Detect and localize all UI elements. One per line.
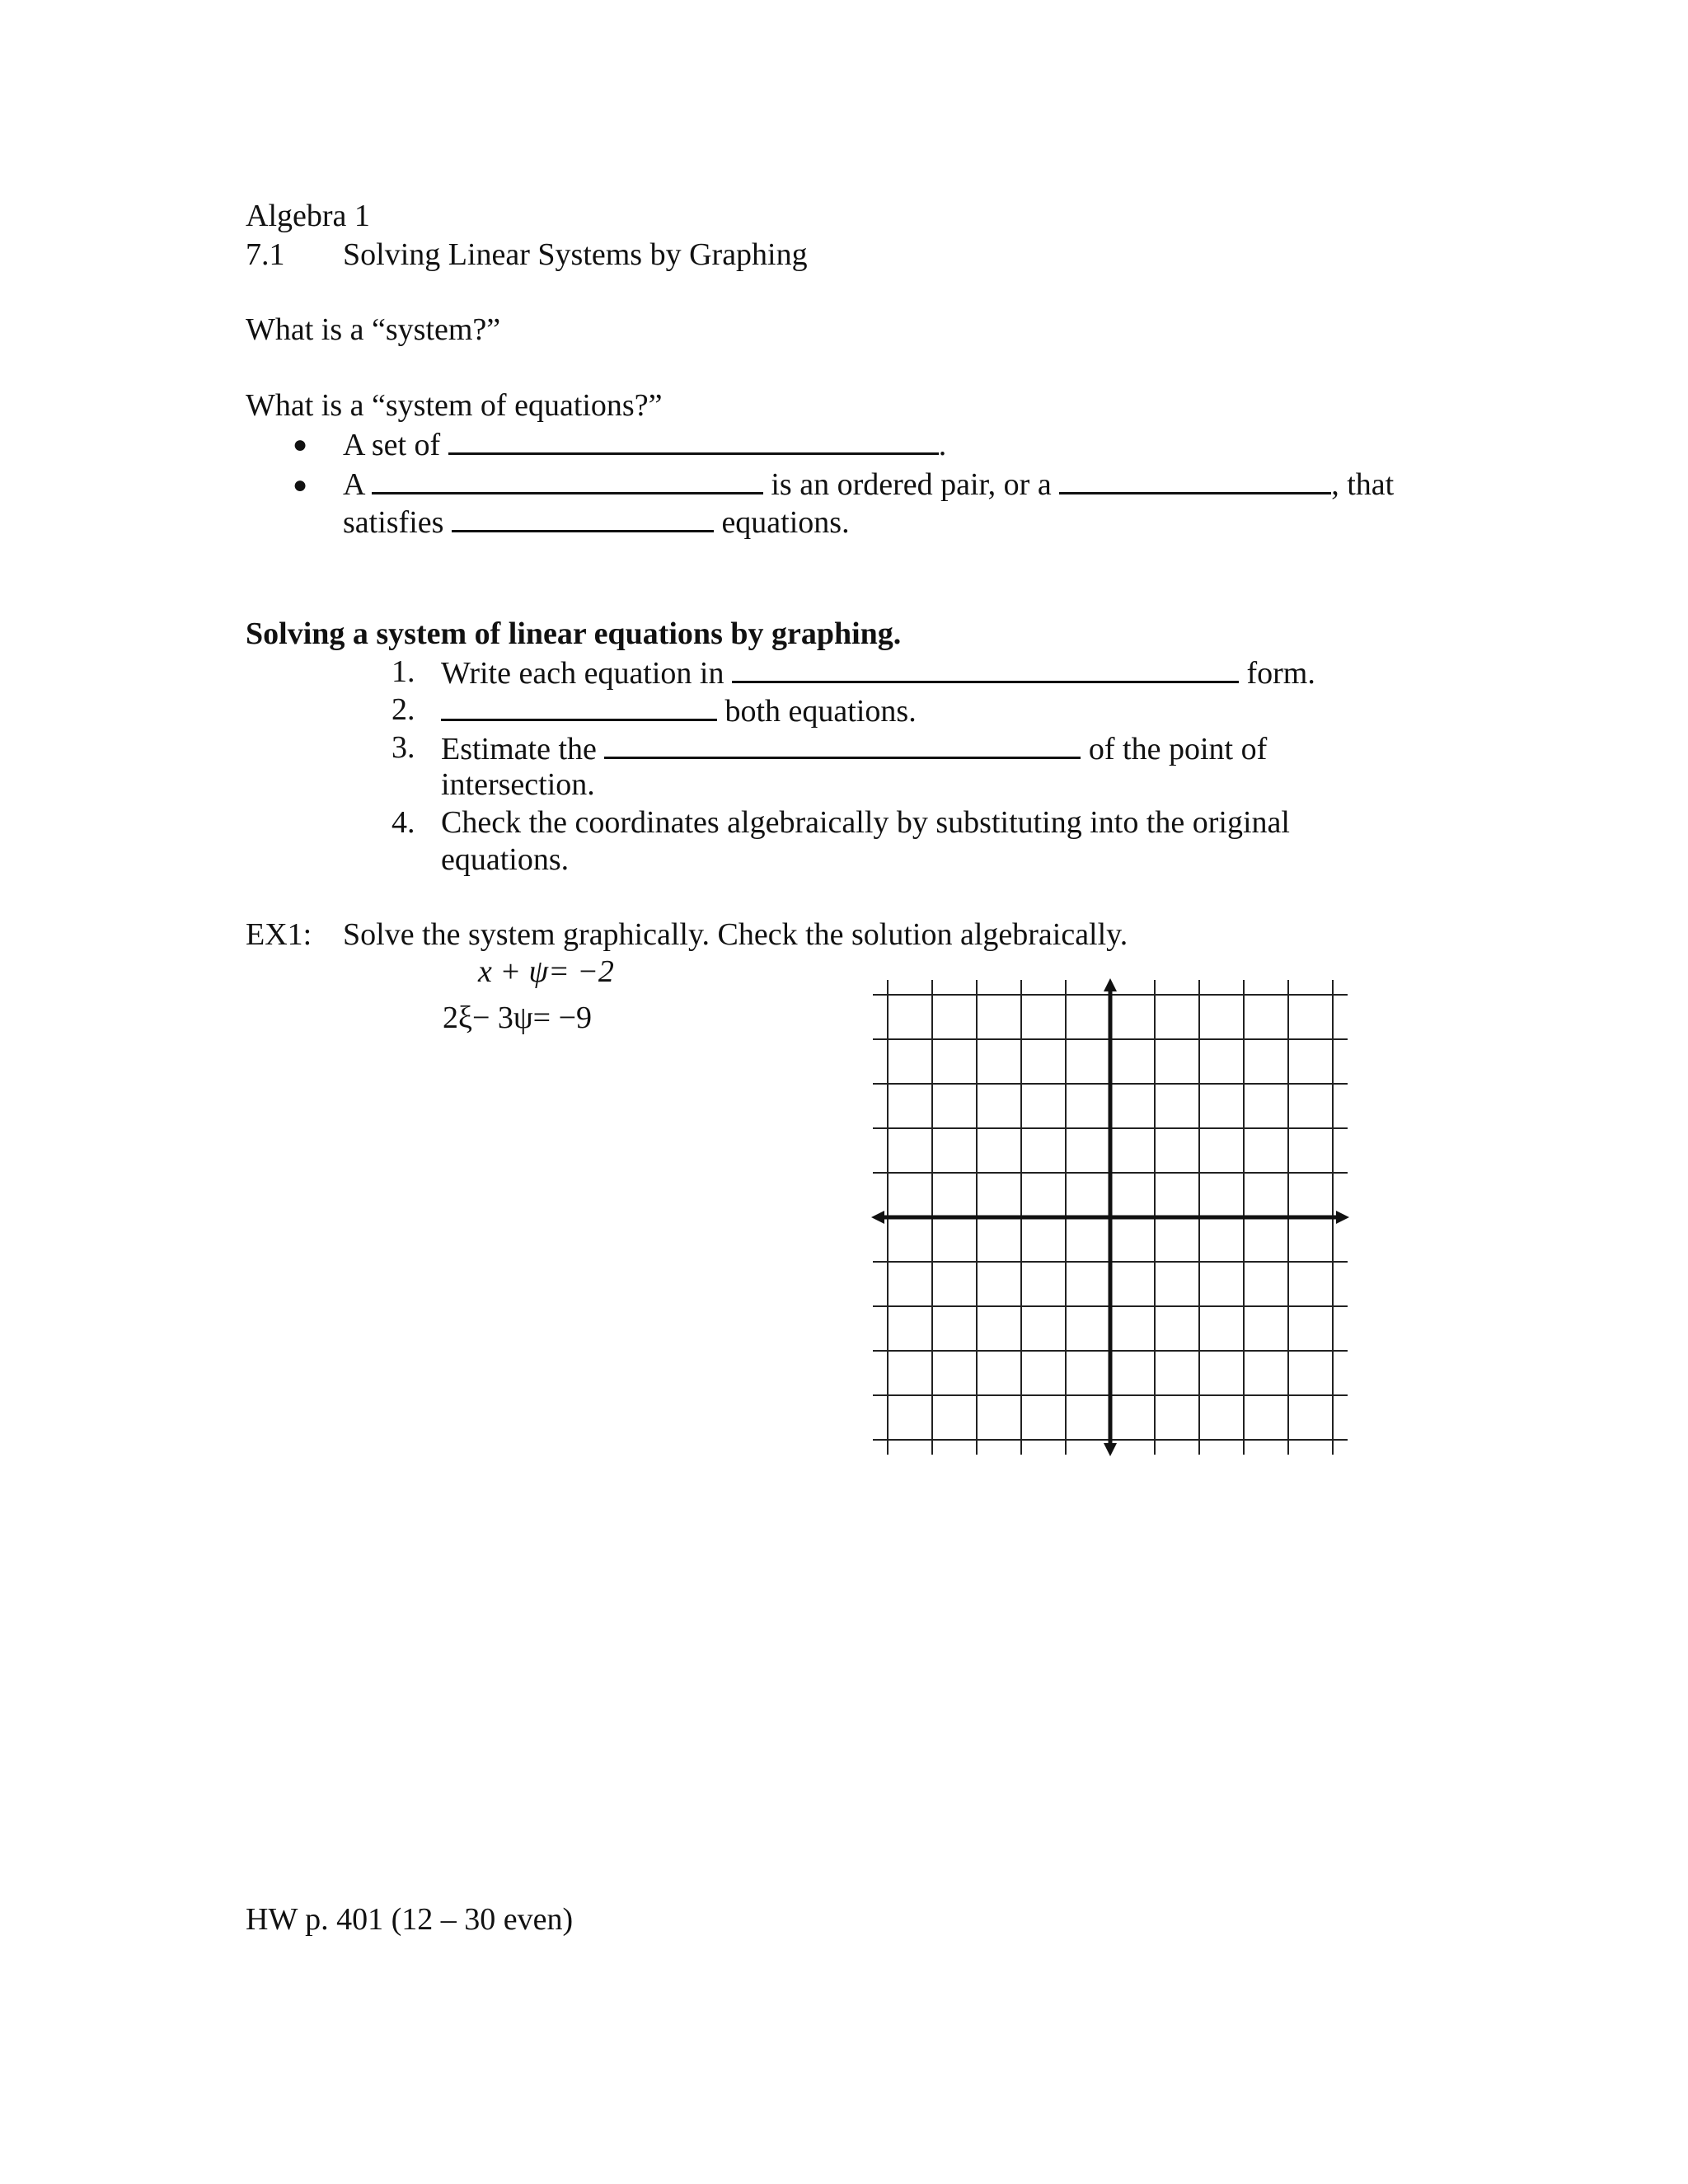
bullet-text: equations. — [721, 505, 850, 540]
step-4-continued: equations. — [441, 842, 570, 877]
bullet-text: satisfies — [343, 505, 444, 540]
step-4: Check the coordinates algebraically by substituting into the original — [441, 805, 1290, 840]
course-title: Algebra 1 — [246, 199, 370, 233]
bullet-dot: ● — [293, 471, 308, 499]
bullet-text: A — [343, 467, 364, 502]
fill-in-blank[interactable] — [604, 732, 1081, 759]
bullet-item-set-of — [343, 428, 946, 461]
x-axis-left-arrow — [871, 1211, 884, 1224]
step-text: Write each equation in — [441, 656, 724, 691]
y-axis-down-arrow — [1104, 1443, 1117, 1456]
bullet-dot: ● — [293, 431, 308, 458]
step-text: form. — [1246, 656, 1315, 691]
step-text: both equations. — [724, 694, 917, 729]
bullet-period: . — [938, 428, 947, 462]
section-title: Solving Linear Systems by Graphing — [343, 237, 808, 272]
fill-in-blank[interactable] — [732, 656, 1239, 683]
example-instruction: Solve the system graphically. Check the solution algebraically. — [343, 917, 1128, 952]
step-1 — [441, 656, 1315, 689]
axes — [871, 978, 1349, 1456]
bullet-text: is an ordered pair, or a — [771, 467, 1052, 502]
coordinate-grid[interactable] — [870, 977, 1364, 1475]
question-system-of-equations: What is a “system of equations?” — [246, 388, 663, 423]
step-text: Estimate the — [441, 732, 597, 766]
fill-in-blank[interactable] — [452, 505, 714, 532]
equation-2: 2ξ− 3ψ= −9 — [443, 1001, 593, 1035]
section-number: 7.1 — [246, 237, 285, 272]
step-number: 4. — [392, 805, 415, 840]
fill-in-blank[interactable] — [372, 467, 763, 494]
fill-in-blank[interactable] — [1059, 467, 1331, 494]
x-axis-right-arrow — [1336, 1211, 1349, 1224]
bullet-item-solution — [343, 467, 1394, 500]
fill-in-blank[interactable] — [448, 428, 939, 455]
bullet-text: A set of — [343, 428, 441, 462]
homework-assignment: HW p. 401 (12 – 30 even) — [246, 1902, 574, 1937]
procedure-heading: Solving a system of linear equations by graphing. — [246, 616, 902, 651]
fill-in-blank[interactable] — [441, 694, 717, 721]
step-3-continued: intersection. — [441, 767, 595, 802]
step-2 — [441, 694, 917, 727]
step-number: 3. — [392, 730, 415, 765]
bullet-item-solution-line2 — [343, 505, 850, 538]
step-number: 2. — [392, 692, 415, 727]
bullet-text: , that — [1331, 467, 1395, 502]
equation-1: x + ψ= −2 — [478, 954, 614, 989]
step-text: of the point of — [1088, 732, 1268, 766]
step-number: 1. — [392, 654, 415, 689]
y-axis-up-arrow — [1104, 978, 1117, 991]
example-label: EX1: — [246, 917, 312, 952]
step-3 — [441, 732, 1267, 765]
question-system: What is a “system?” — [246, 312, 501, 347]
